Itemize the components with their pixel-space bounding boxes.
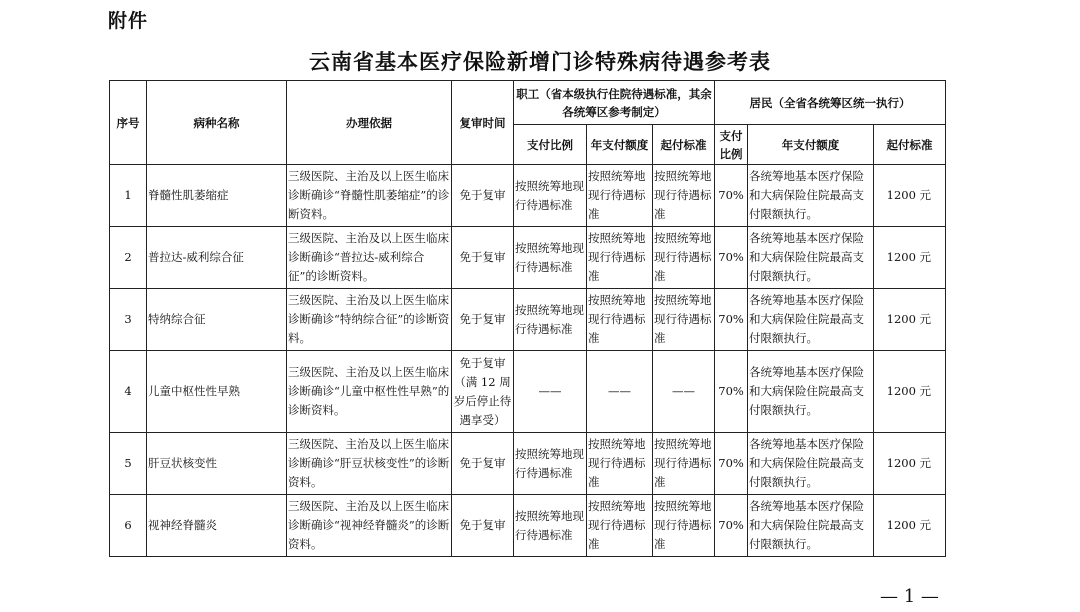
cell-review: 免于复审 [452, 433, 514, 495]
cell-emp-annual: 按照统筹地现行待遇标准 [587, 227, 653, 289]
cell-emp-annual: 按照统筹地现行待遇标准 [587, 165, 653, 227]
cell-emp-annual: —— [587, 351, 653, 433]
cell-res-ratio: 70% [715, 433, 748, 495]
cell-basis: 三级医院、主治及以上医生临床诊断确诊“视神经脊髓炎”的诊断资料。 [287, 495, 452, 557]
cell-seq: 5 [110, 433, 147, 495]
cell-emp-deductible: 按照统筹地现行待遇标准 [653, 227, 715, 289]
cell-res-deductible: 1200 元 [874, 227, 946, 289]
cell-res-annual: 各统筹地基本医疗保险和大病保险住院最高支付限额执行。 [748, 289, 874, 351]
cell-emp-ratio: 按照统筹地现行待遇标准 [514, 433, 587, 495]
cell-res-annual: 各统筹地基本医疗保险和大病保险住院最高支付限额执行。 [748, 165, 874, 227]
benefit-table [109, 80, 946, 557]
page-title: 云南省基本医疗保险新增门诊特殊病待遇参考表 [309, 50, 771, 74]
cell-res-ratio: 70% [715, 227, 748, 289]
cell-res-deductible: 1200 元 [874, 165, 946, 227]
header-emp-ratio: 支付比例 [514, 125, 587, 165]
table-row [110, 433, 946, 495]
header-review: 复审时间 [452, 81, 514, 165]
cell-disease: 视神经脊髓炎 [147, 495, 287, 557]
cell-res-deductible: 1200 元 [874, 433, 946, 495]
cell-res-annual: 各统筹地基本医疗保险和大病保险住院最高支付限额执行。 [748, 495, 874, 557]
header-emp-deductible: 起付标准 [653, 125, 715, 165]
cell-seq: 1 [110, 165, 147, 227]
header-res-deductible: 起付标准 [874, 125, 946, 165]
cell-emp-annual: 按照统筹地现行待遇标准 [587, 433, 653, 495]
table-row [110, 227, 946, 289]
cell-emp-ratio: 按照统筹地现行待遇标准 [514, 165, 587, 227]
cell-emp-annual: 按照统筹地现行待遇标准 [587, 495, 653, 557]
header-resident-group: 居民（全省各统筹区统一执行） [715, 81, 946, 125]
cell-basis: 三级医院、主治及以上医生临床诊断确诊“脊髓性肌萎缩症”的诊断资料。 [287, 165, 452, 227]
cell-res-annual: 各统筹地基本医疗保险和大病保险住院最高支付限额执行。 [748, 227, 874, 289]
cell-res-annual: 各统筹地基本医疗保险和大病保险住院最高支付限额执行。 [748, 351, 874, 433]
cell-emp-deductible: 按照统筹地现行待遇标准 [653, 495, 715, 557]
header-res-ratio: 支付比例 [715, 125, 748, 165]
cell-res-annual: 各统筹地基本医疗保险和大病保险住院最高支付限额执行。 [748, 433, 874, 495]
cell-emp-deductible: 按照统筹地现行待遇标准 [653, 165, 715, 227]
cell-review: 免于复审 [452, 165, 514, 227]
cell-review: 免于复审（满 12 周岁后停止待遇享受） [452, 351, 514, 433]
cell-review: 免于复审 [452, 495, 514, 557]
table-row [110, 351, 946, 433]
cell-disease: 肝豆状核变性 [147, 433, 287, 495]
attachment-label: 附件 [108, 10, 149, 32]
page-number: — 1 — [880, 586, 939, 607]
cell-res-deductible: 1200 元 [874, 289, 946, 351]
cell-res-deductible: 1200 元 [874, 495, 946, 557]
cell-emp-deductible: —— [653, 351, 715, 433]
header-seq: 序号 [110, 81, 147, 165]
cell-emp-deductible: 按照统筹地现行待遇标准 [653, 433, 715, 495]
table-row [110, 165, 946, 227]
cell-disease: 脊髓性肌萎缩症 [147, 165, 287, 227]
cell-disease: 儿童中枢性性早熟 [147, 351, 287, 433]
cell-emp-ratio: 按照统筹地现行待遇标准 [514, 495, 587, 557]
cell-disease: 普拉达-威利综合征 [147, 227, 287, 289]
cell-emp-ratio: —— [514, 351, 587, 433]
cell-res-ratio: 70% [715, 351, 748, 433]
cell-emp-deductible: 按照统筹地现行待遇标准 [653, 289, 715, 351]
cell-disease: 特纳综合征 [147, 289, 287, 351]
cell-res-ratio: 70% [715, 165, 748, 227]
cell-review: 免于复审 [452, 289, 514, 351]
cell-emp-ratio: 按照统筹地现行待遇标准 [514, 227, 587, 289]
cell-res-ratio: 70% [715, 289, 748, 351]
cell-basis: 三级医院、主治及以上医生临床诊断确诊“特纳综合征”的诊断资料。 [287, 289, 452, 351]
cell-res-ratio: 70% [715, 495, 748, 557]
cell-basis: 三级医院、主治及以上医生临床诊断确诊“儿童中枢性性早熟”的诊断资料。 [287, 351, 452, 433]
header-employee-group: 职工（省本级执行住院待遇标准，其余各统筹区参考制定） [514, 81, 715, 125]
cell-seq: 2 [110, 227, 147, 289]
header-res-annual: 年支付额度 [748, 125, 874, 165]
cell-basis: 三级医院、主治及以上医生临床诊断确诊“肝豆状核变性”的诊断资料。 [287, 433, 452, 495]
header-basis: 办理依据 [287, 81, 452, 165]
cell-emp-annual: 按照统筹地现行待遇标准 [587, 289, 653, 351]
cell-seq: 4 [110, 351, 147, 433]
header-emp-annual: 年支付额度 [587, 125, 653, 165]
header-disease: 病种名称 [147, 81, 287, 165]
table-row [110, 495, 946, 557]
cell-basis: 三级医院、主治及以上医生临床诊断确诊“普拉达-威利综合征”的诊断资料。 [287, 227, 452, 289]
cell-seq: 6 [110, 495, 147, 557]
cell-review: 免于复审 [452, 227, 514, 289]
cell-res-deductible: 1200 元 [874, 351, 946, 433]
cell-emp-ratio: 按照统筹地现行待遇标准 [514, 289, 587, 351]
cell-seq: 3 [110, 289, 147, 351]
table-row [110, 289, 946, 351]
